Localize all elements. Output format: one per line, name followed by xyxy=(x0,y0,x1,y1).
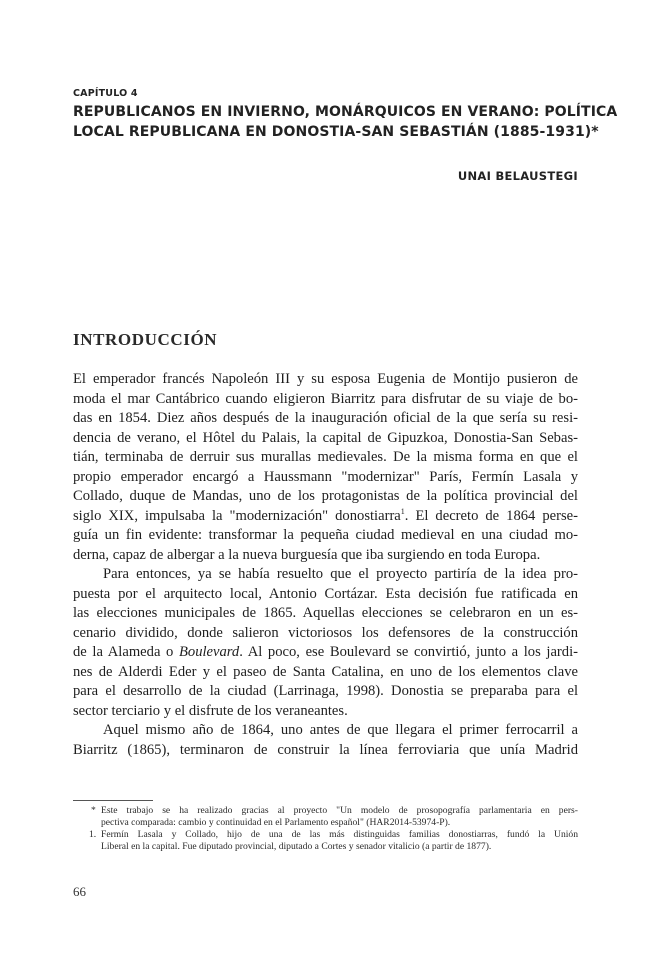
chapter-label: CAPÍTULO 4 xyxy=(73,88,138,99)
footnote-reference[interactable]: 1 xyxy=(400,506,405,516)
text-line: Collado, duque de Mandas, uno de los protagonistas de la política provincial del xyxy=(73,488,578,504)
footnote-1 xyxy=(73,829,578,853)
footnote-line: Liberal en la capital. Fue diputado provincial, diputado a Cortes y senador vitalicio (a partir de 1877). xyxy=(101,841,492,852)
text-line: guía un fin evidente: transformar la pequeña ciudad medieval en una ciudad mo- xyxy=(73,527,578,543)
italic-term: Boulevard xyxy=(178,644,240,660)
footnote-star xyxy=(73,805,578,829)
chapter-header xyxy=(73,88,618,142)
text-line: moda el mar Cantábrico cuando eligieron Biarritz para disfrutar de su viaje de bo- xyxy=(73,390,578,407)
footnote-line: pectiva comparada: cambio y continuidad en el Parlamento español" (HAR2014-53974-P). xyxy=(101,817,451,828)
text-line-with-italic xyxy=(73,643,578,663)
text-fragment: siglo XIX, impulsaba la "modernización" donostiarra xyxy=(73,507,401,524)
footnote-divider xyxy=(73,800,153,801)
body-text xyxy=(73,370,578,760)
text-line: Para entonces, ya se había resuelto que el proyecto partiría de la idea pro- xyxy=(103,566,578,582)
text-line: dencia de verano, el Hôtel du Palais, la capital de Gipuzkoa, Donostia-San Sebas- xyxy=(73,429,578,446)
text-fragment: de la Alameda o xyxy=(73,644,179,660)
text-line: las elecciones municipales de 1865. Aquellas elecciones se celebraron en un es- xyxy=(73,605,578,621)
footnotes xyxy=(73,805,578,853)
page-number: 66 xyxy=(73,884,86,899)
text-line: propio emperador encargó a Haussmann "modernizar" París, Fermín Lasala y xyxy=(73,468,578,485)
chapter-title-line-1: REPUBLICANOS EN INVIERNO, MONÁRQUICOS EN VERANO: POLÍTICA xyxy=(73,104,618,120)
text-line: das en 1854. Diez años después de la inauguración oficial de la que sería su resi- xyxy=(73,410,578,426)
text-fragment: . El decreto de 1864 perse- xyxy=(404,507,578,524)
chapter-title-line-2: LOCAL REPUBLICANA EN DONOSTIA-SAN SEBASTIÁN (1885-1931)* xyxy=(73,124,599,140)
text-line: para el desarrollo de la ciudad (Larrinaga, 1998). Donostia se preparaba para el xyxy=(73,683,578,699)
text-line: puesta por el arquitecto local, Antonio Cortázar. Esta decisión fue ratificada en xyxy=(73,585,578,602)
footnote-marker: * xyxy=(91,805,96,816)
text-fragment: . Al poco, ese Boulevard se convirtió, junto a los jardi- xyxy=(239,644,578,660)
footnote-line: Fermín Lasala y Collado, hijo de una de las más distinguidas familias donostiarras, fundó la Unión xyxy=(101,829,578,840)
text-line: Aquel mismo año de 1864, uno antes de que llegara el primer ferrocarril a xyxy=(103,722,578,738)
author-name: UNAI BELAUSTEGI xyxy=(457,169,578,183)
footnote-line: Este trabajo se ha realizado gracias al proyecto "Un modelo de prosopografía parlamentaria en pers- xyxy=(101,805,578,816)
text-line-with-footnote xyxy=(73,507,578,527)
footnote-marker: 1. xyxy=(89,829,97,840)
text-line: derna, capaz de albergar a la nueva burguesía que iba surgiendo en toda Europa. xyxy=(73,546,541,563)
text-line: sector terciario y el disfrute de los veraneantes. xyxy=(73,702,348,719)
text-line: tián, terminaba de derruir sus murallas medievales. De la misma forma en que el xyxy=(73,449,578,465)
text-line: nes de Alderdi Eder y el paseo de Santa Catalina, en uno de los elementos clave xyxy=(73,663,578,680)
text-line: El emperador francés Napoleón III y su esposa Eugenia de Montijo pusieron de xyxy=(73,371,578,387)
section-heading: INTRODUCCIÓN xyxy=(73,330,218,349)
text-line: Biarritz (1865), terminaron de construir la línea ferroviaria que unía Madrid xyxy=(73,741,578,758)
text-line: cenario dividido, donde salieron victoriosos los defensores de la construcción xyxy=(73,624,578,641)
